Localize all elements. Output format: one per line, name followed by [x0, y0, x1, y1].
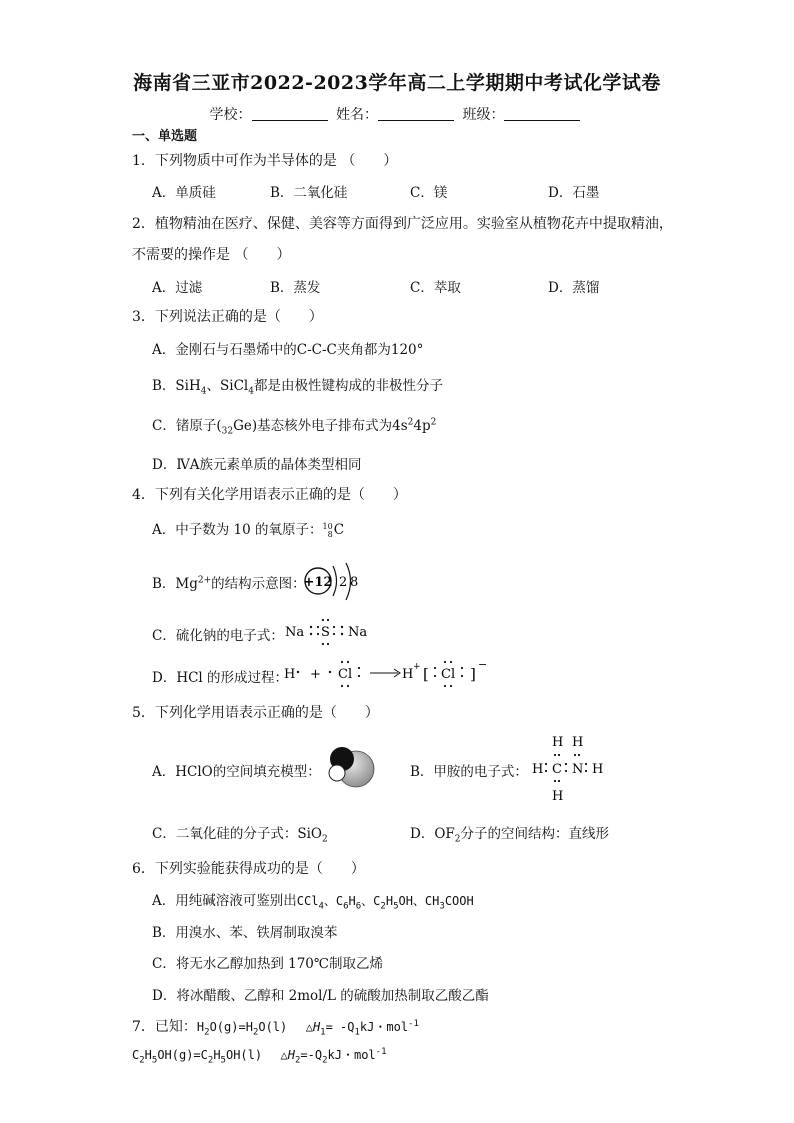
q2-option-c: C．萃取 — [410, 280, 461, 296]
q4-option-b: B．$Mg^{2+}$的结构示意图： — [152, 575, 306, 592]
q6-stem: 6．下列实验能获得成功的是（ ） — [132, 861, 365, 877]
q3-option-d: D．ⅣA族元素单质的晶体类型相同 — [152, 457, 362, 473]
q2-option-d: D．蒸馏 — [548, 280, 600, 296]
svg-text:H: H — [402, 667, 414, 682]
q6-option-b: B．用溴水、苯、铁屑制取溴苯 — [152, 925, 338, 941]
class-label: 班级： — [462, 107, 505, 123]
na2s-electron-formula — [283, 614, 383, 648]
section-heading: 一、单选题 — [132, 129, 198, 144]
q2-stem-line1: 2．植物精油在医疗、保健、美容等方面得到广泛应用。实验室从植物花卉中提取精油， — [132, 216, 673, 232]
q3-option-c: C．锗原子$(_{32}Ge)$基态核外电子排布式为$4s^24p^2$ — [152, 417, 437, 437]
svg-text:H: H — [572, 735, 584, 750]
q1-option-a: A．单质硅 — [152, 185, 216, 201]
q2-stem-line2: 不需要的操作是 （ ） — [132, 247, 291, 263]
svg-text:+: + — [413, 662, 421, 672]
svg-text:H: H — [552, 735, 564, 750]
name-blank[interactable] — [378, 106, 454, 121]
q5-option-c: C．二氧化硅的分子式：SiO$_2$ — [152, 826, 328, 845]
q5-option-d: D．$OF_2$分子的空间结构：直线形 — [410, 826, 609, 845]
svg-text:C: C — [552, 762, 562, 777]
svg-text:H: H — [284, 667, 296, 682]
exam-title: 海南省三亚市2022-2023学年高二上学期期中考试化学试卷 — [133, 72, 661, 94]
svg-text:Cl: Cl — [441, 667, 456, 682]
school-blank[interactable] — [252, 106, 328, 121]
q3-option-a: A．金刚石与石墨烯中的C-C-C夹角都为120° — [152, 342, 424, 358]
q6-option-c: C．将无水乙醇加热到 170℃制取乙烯 — [152, 956, 383, 972]
student-info-line — [0, 104, 794, 124]
q1-option-d: D．石墨 — [548, 185, 600, 201]
svg-text:S: S — [321, 625, 330, 640]
q1-option-b: B．二氧化硅 — [270, 185, 348, 201]
svg-text:]: ] — [470, 665, 476, 683]
svg-text:N: N — [572, 762, 584, 777]
q6-option-d: D．将冰醋酸、乙醇和 2mol/L 的硫酸加热制取乙酸乙酯 — [152, 988, 489, 1004]
q3-option-b: B．SiH$_4$、SiCl$_4$都是由极性键构成的非极性分子 — [152, 378, 443, 397]
q5-option-b: B．甲胺的电子式： — [410, 764, 528, 780]
hclo-space-filling-model — [322, 744, 380, 790]
school-label: 学校： — [209, 107, 252, 123]
q4-option-c: C．硫化钠的电子式： — [152, 628, 284, 644]
q5-stem: 5．下列化学用语表示正确的是（ ） — [132, 705, 379, 721]
q1-stem: 1．下列物质中可作为半导体的是 （ ） — [132, 153, 398, 169]
svg-text:[: [ — [423, 665, 429, 683]
svg-text:Na: Na — [348, 625, 368, 640]
hcl-formation-process — [282, 656, 512, 690]
q2-option-b: B．蒸发 — [270, 280, 321, 296]
class-blank[interactable] — [504, 106, 580, 121]
svg-text:−: − — [478, 658, 488, 671]
q4-stem: 4．下列有关化学用语表示正确的是（ ） — [132, 487, 407, 503]
q7-line1: 7．已知：$H_2O(g)=H_2O(l)$ $\triangle H_1= -Q_1kJ$・mol$^{-1}$ — [132, 1019, 419, 1038]
svg-text:Cl: Cl — [338, 667, 353, 682]
shell-2-electrons: 8 — [350, 575, 359, 590]
nucleus-charge: +12 — [303, 575, 333, 590]
q1-option-c: C．镁 — [410, 185, 448, 201]
q6-option-a: A．用纯碱溶液可鉴别出CCl$_4$、$C_6H_6$、$C_2H_5OH$、$CH_3COOH$ — [152, 893, 474, 912]
q4-option-a: A．中子数为 10 的氧原子：10 8C — [152, 521, 345, 539]
q4-option-d: D．HCl 的形成过程： — [152, 670, 289, 686]
svg-text:H: H — [592, 762, 604, 777]
svg-text:Na: Na — [285, 625, 305, 640]
svg-text:H: H — [552, 789, 564, 804]
mg-ion-structure-diagram — [302, 562, 366, 604]
name-label: 姓名： — [336, 107, 378, 123]
h-atom-sphere — [329, 765, 345, 781]
q5-option-a: A．HClO的空间填充模型： — [152, 764, 321, 780]
q2-option-a: A．过滤 — [152, 280, 203, 296]
svg-text:H: H — [532, 762, 544, 777]
q7-line2: $C_2H_5OH(g)=C_2H_5OH(l)$ $\triangle H_2=-Q_2kJ$・mol$^{-1}$ — [132, 1047, 387, 1066]
svg-text:+: + — [310, 667, 321, 682]
shell-1-electrons: 2 — [339, 575, 348, 590]
q3-stem: 3．下列说法正确的是（ ） — [132, 309, 323, 325]
methylamine-electron-formula — [528, 730, 618, 804]
shell-arc-1 — [333, 566, 337, 596]
